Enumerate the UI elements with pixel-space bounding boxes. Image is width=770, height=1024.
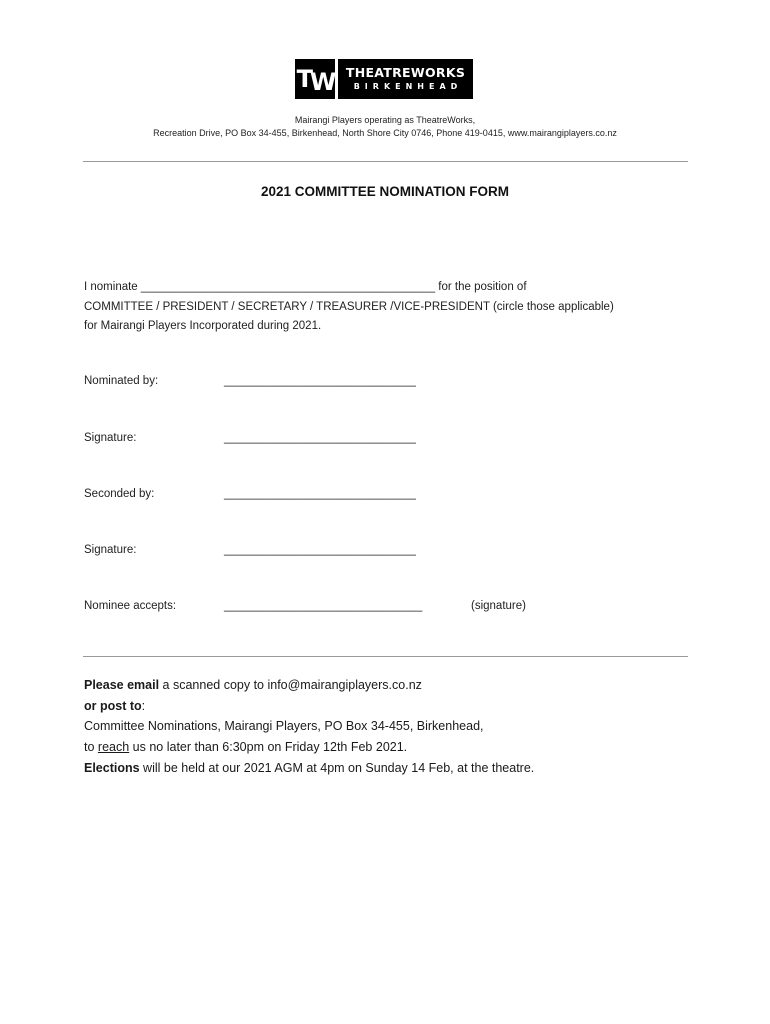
- intro-line-2: COMMITTEE / PRESIDENT / SECRETARY / TREASURER /VICE-PRESIDENT (circle those applicable): [84, 301, 614, 313]
- footer-postal-address: Committee Nominations, Mairangi Players, PO Box 34-455, Birkenhead,: [84, 719, 484, 733]
- intro-line-1: I nominate ______________________________________________ for the position of: [84, 281, 527, 293]
- footer-elections-text: will be held at our 2021 AGM at 4pm on Sunday 14 Feb, at the theatre.: [139, 761, 535, 775]
- theatreworks-logo: [295, 59, 473, 99]
- footer-deadline-underline: reach: [97, 740, 130, 754]
- nominee-accepts-field[interactable]: _______________________________: [224, 600, 423, 612]
- seconded-by-field[interactable]: ______________________________: [224, 488, 416, 500]
- footer-email-bold: Please email: [84, 678, 160, 692]
- footer-deadline-post: us no later than 6:30pm on Friday 12th Feb 2021.: [129, 740, 408, 754]
- footer-post-line: [84, 699, 145, 713]
- header-org-line: Mairangi Players operating as TheatreWorks,: [294, 115, 476, 125]
- logo-main-text: THEATREWORKS: [345, 64, 466, 80]
- nominated-by-field[interactable]: ______________________________: [224, 375, 416, 387]
- nominee-signature-note: (signature): [471, 600, 526, 612]
- footer-email-text: a scanned copy to info@mairangiplayers.co.nz: [159, 678, 422, 692]
- logo-mark-t: T: [296, 65, 310, 93]
- top-divider: [83, 161, 688, 162]
- intro-line-3: for Mairangi Players Incorporated during 2021.: [84, 320, 322, 332]
- footer-post-bold: or post to: [84, 699, 142, 713]
- seconder-signature-field[interactable]: ______________________________: [224, 544, 416, 556]
- footer-deadline-line: [84, 740, 407, 754]
- footer-deadline-pre: to: [84, 740, 98, 754]
- logo-wordmark: [338, 59, 473, 99]
- form-title: 2021 COMMITTEE NOMINATION FORM: [260, 184, 509, 199]
- nominated-by-label: Nominated by:: [84, 375, 159, 387]
- footer-elections-bold: Elections: [84, 761, 140, 775]
- logo-sub-text: BIRKENHEAD: [353, 82, 463, 92]
- seconded-by-label: Seconded by:: [84, 488, 155, 500]
- footer-elections-line: [84, 761, 534, 775]
- nominee-accepts-label: Nominee accepts:: [84, 600, 177, 612]
- nominator-signature-field[interactable]: ______________________________: [224, 432, 416, 444]
- bottom-divider: [83, 656, 688, 657]
- logo-mark: [295, 59, 335, 99]
- seconder-signature-label: Signature:: [84, 544, 137, 556]
- footer-post-colon: :: [141, 699, 146, 713]
- header-address-line: Recreation Drive, PO Box 34-455, Birkenhead, North Shore City 0746, Phone 419-0415, www.mairangiplayers.co.nz: [153, 128, 617, 138]
- logo-mark-w: W: [309, 68, 334, 96]
- footer-email-line: [84, 678, 422, 692]
- nominator-signature-label: Signature:: [84, 432, 137, 444]
